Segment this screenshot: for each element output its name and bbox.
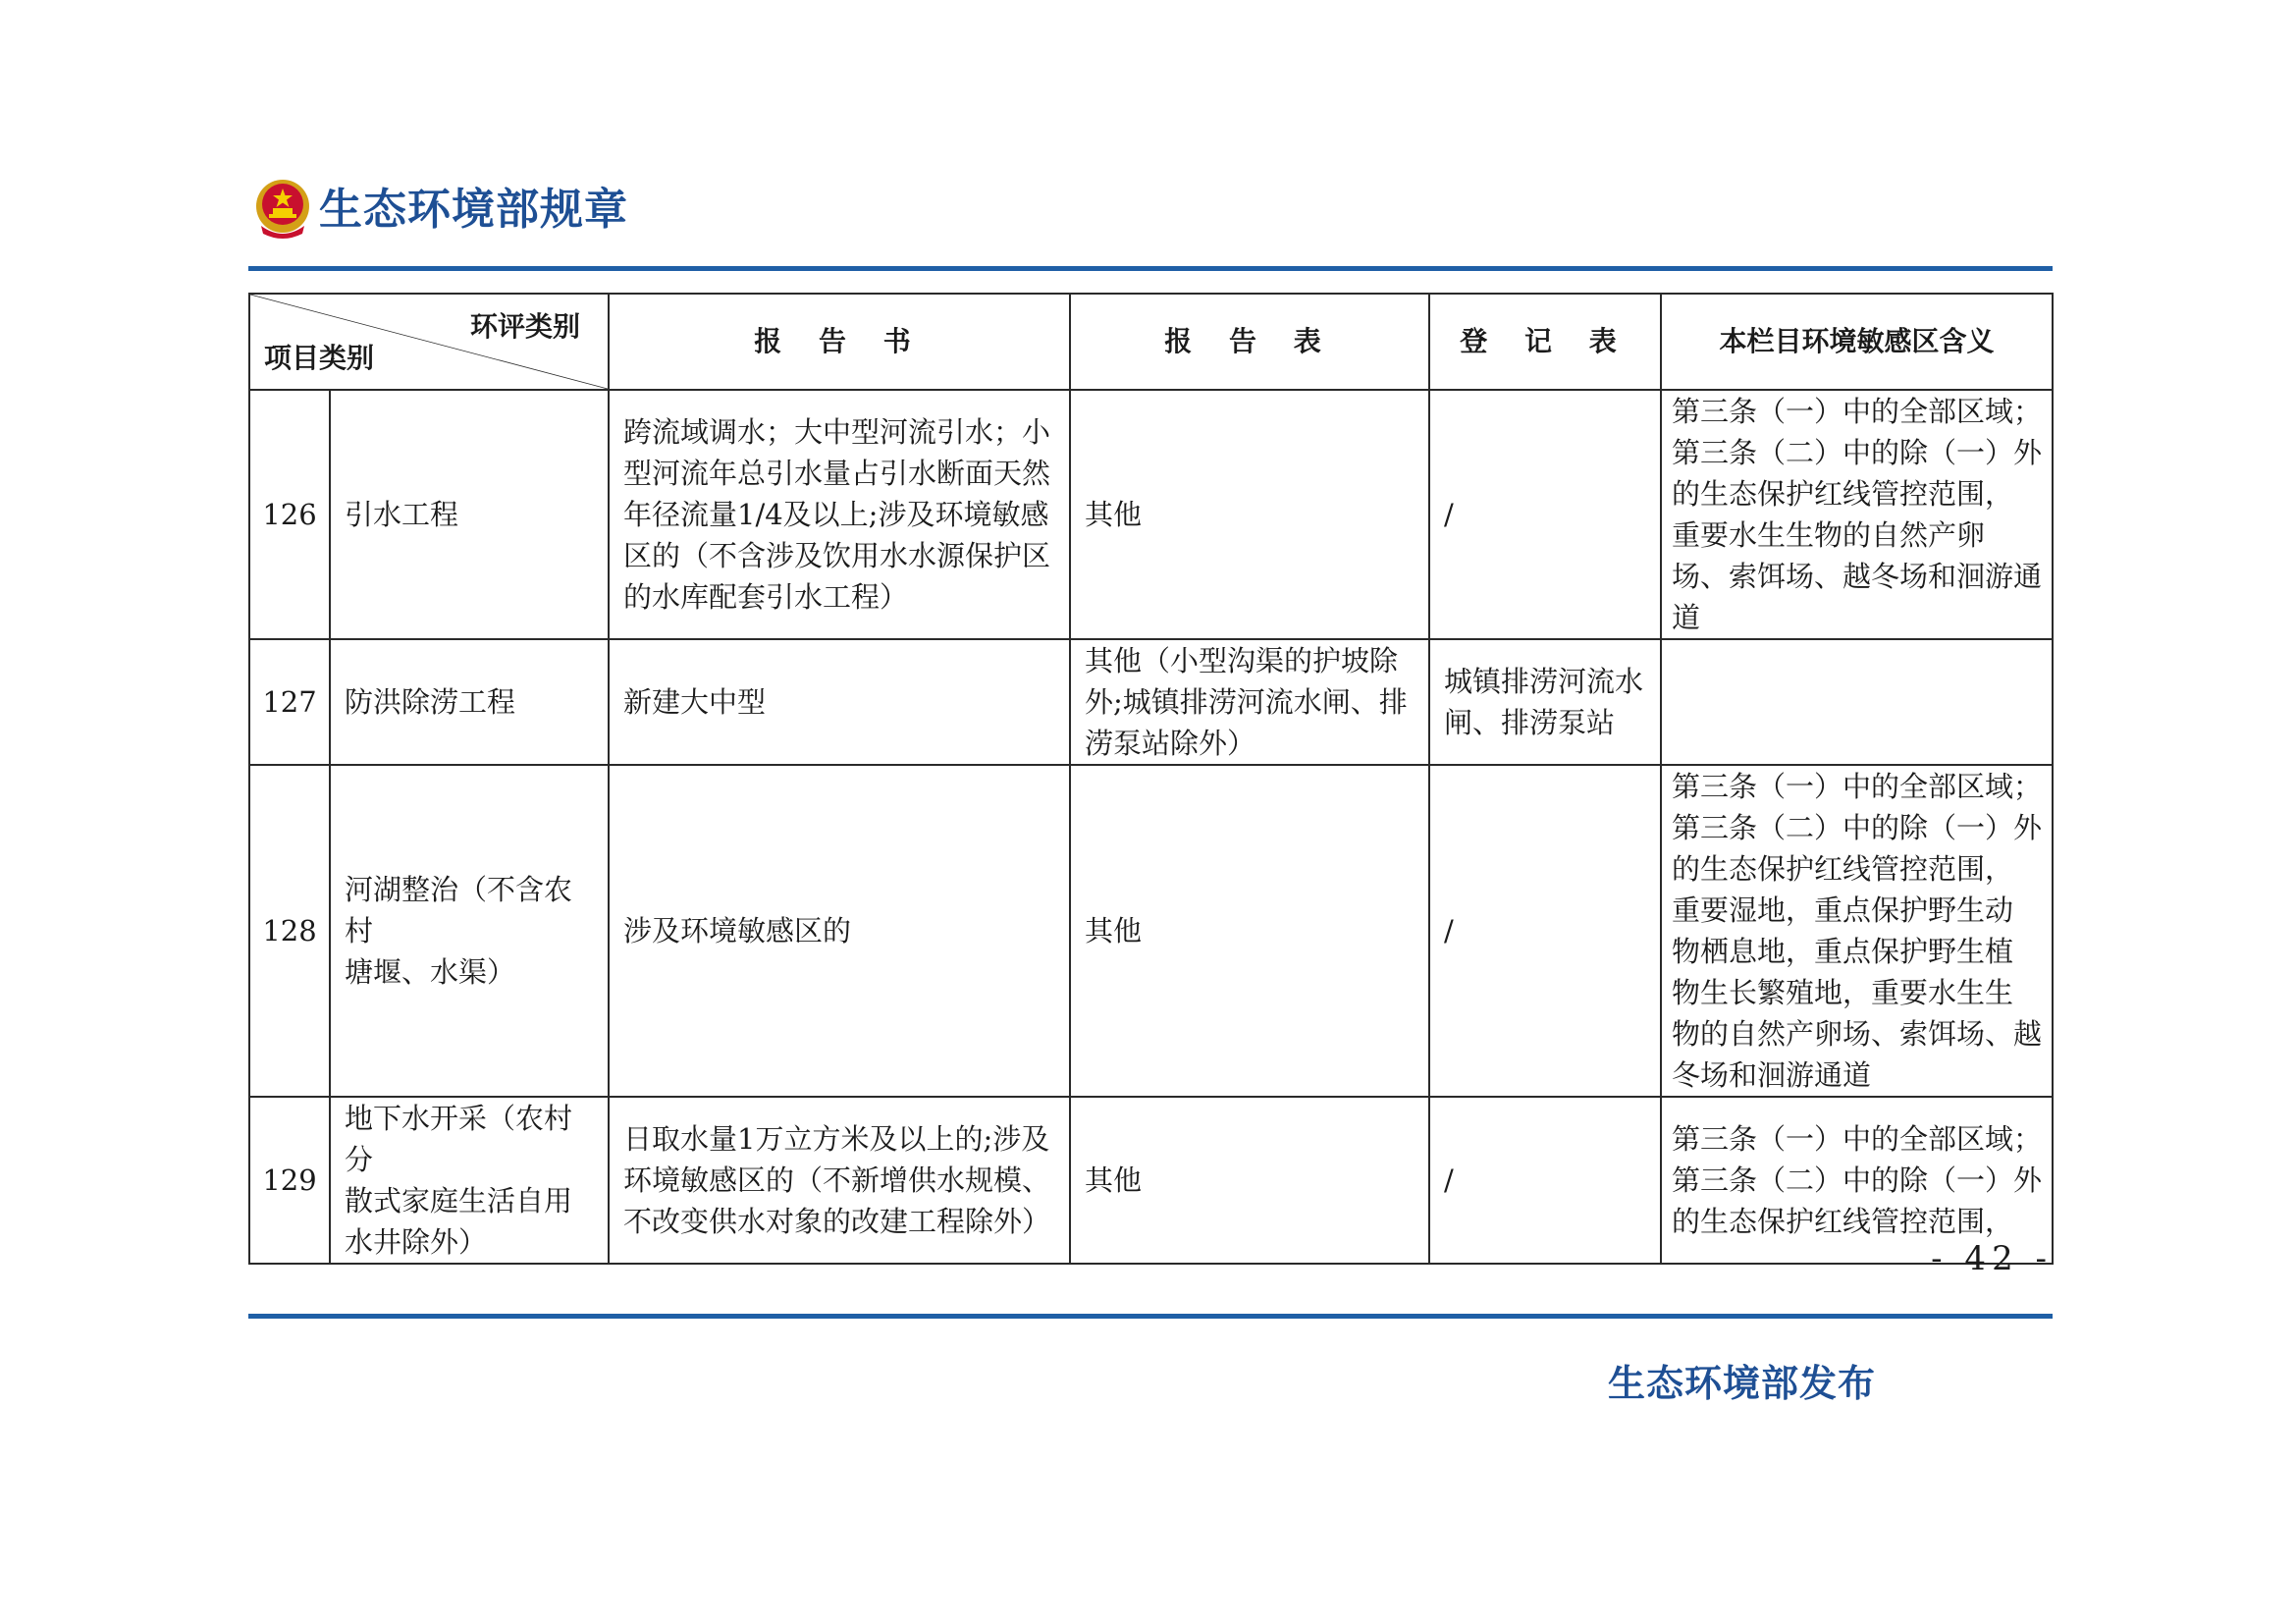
publisher-label: 生态环境部发布 bbox=[1608, 1362, 1877, 1405]
page-number: - 42 - bbox=[1931, 1239, 2053, 1278]
sensitive-area-cell: 第三条（一）中的全部区域； 第三条（二）中的除（一）外 的生态保护红线管控范围， 重要湿地，重点保护野生动 物栖息地，重点保护野生植 物生长繁殖地，重要水生生 物的自然产卵场、索饵场、越 冬场和洄游通道 bbox=[1661, 765, 2053, 1097]
registration-cell: / bbox=[1429, 390, 1661, 639]
corner-label-project-category: 项目类别 bbox=[264, 342, 375, 374]
project-category: 地下水开采（农村分 散式家庭生活自用 水井除外） bbox=[330, 1097, 609, 1264]
regulation-table bbox=[248, 293, 2052, 1265]
sensitive-area-cell bbox=[1661, 639, 2053, 765]
table-row bbox=[249, 1097, 2053, 1264]
report-form-cell: 其他（小型沟渠的护坡除 外;城镇排涝河流水闸、排 涝泵站除外） bbox=[1070, 639, 1429, 765]
row-number: 127 bbox=[249, 639, 330, 765]
column-header-registration: 登 记 表 bbox=[1429, 294, 1661, 390]
report-form-cell: 其他 bbox=[1070, 390, 1429, 639]
table-row bbox=[249, 390, 2053, 639]
row-number: 129 bbox=[249, 1097, 330, 1264]
project-category: 引水工程 bbox=[330, 390, 609, 639]
registration-cell: 城镇排涝河流水 闸、排涝泵站 bbox=[1429, 639, 1661, 765]
header-divider bbox=[248, 266, 2053, 271]
row-number: 128 bbox=[249, 765, 330, 1097]
registration-cell: / bbox=[1429, 765, 1661, 1097]
sensitive-area-cell: 第三条（一）中的全部区域； 第三条（二）中的除（一）外 的生态保护红线管控范围， 重要水生生物的自然产卵 场、索饵场、越冬场和洄游通 道 bbox=[1661, 390, 2053, 639]
project-category: 河湖整治（不含农村 塘堰、水渠） bbox=[330, 765, 609, 1097]
table-row bbox=[249, 639, 2053, 765]
table-row bbox=[249, 765, 2053, 1097]
column-header-report-book: 报 告 书 bbox=[609, 294, 1070, 390]
project-category: 防洪除涝工程 bbox=[330, 639, 609, 765]
corner-label-eia-category: 环评类别 bbox=[469, 310, 580, 343]
report-form-cell: 其他 bbox=[1070, 765, 1429, 1097]
report-book-cell: 跨流域调水；大中型河流引水；小 型河流年总引水量占引水断面天然 年径流量1/4及以上;涉及环境敏感 区的（不含涉及饮用水水源保护区 的水库配套引水工程） bbox=[609, 390, 1070, 639]
corner-header-cell bbox=[249, 294, 609, 390]
report-book-cell: 涉及环境敏感区的 bbox=[609, 765, 1070, 1097]
column-header-sensitive-area: 本栏目环境敏感区含义 bbox=[1661, 294, 2053, 390]
sensitive-area-cell: 第三条（一）中的全部区域； 第三条（二）中的除（一）外 的生态保护红线管控范围， bbox=[1661, 1097, 2053, 1264]
table-header-row bbox=[249, 294, 2053, 390]
report-form-cell: 其他 bbox=[1070, 1097, 1429, 1264]
report-book-cell: 日取水量1万立方米及以上的;涉及 环境敏感区的（不新增供水规模、 不改变供水对象的改建工程除外） bbox=[609, 1097, 1070, 1264]
footer-divider bbox=[248, 1314, 2053, 1319]
national-emblem-icon bbox=[253, 177, 312, 240]
column-header-report-form: 报 告 表 bbox=[1070, 294, 1429, 390]
row-number: 126 bbox=[249, 390, 330, 639]
report-book-cell: 新建大中型 bbox=[609, 639, 1070, 765]
page-header-title: 生态环境部规章 bbox=[319, 185, 628, 235]
registration-cell: / bbox=[1429, 1097, 1661, 1264]
